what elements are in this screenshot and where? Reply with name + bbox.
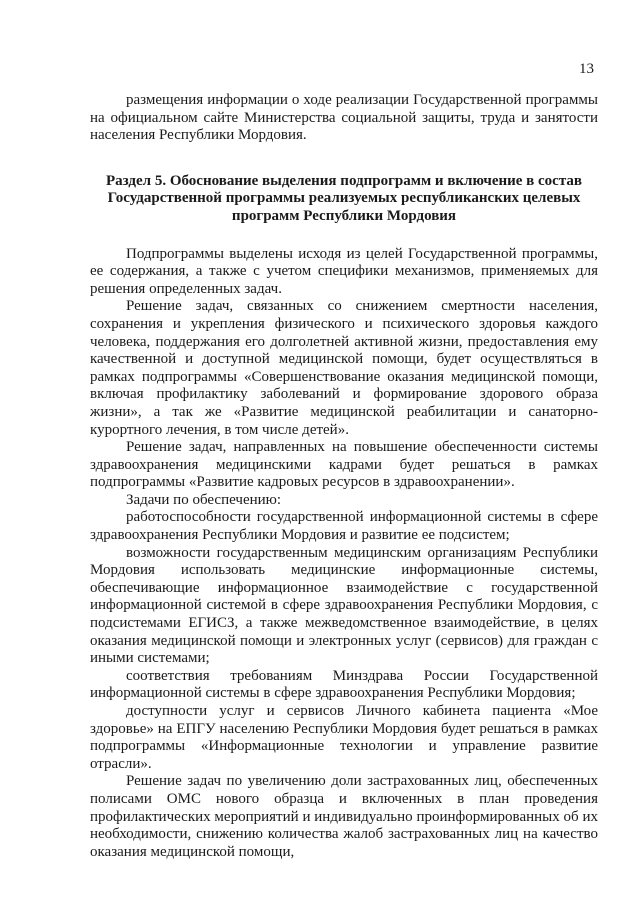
paragraph: Задачи по обеспечению:	[126, 491, 282, 508]
paragraph: Решение задач, связанных со снижением смертности населения, сохранения и укрепления физического и психического здоровья каждого человека, поддержания его долголетней активной жизни, предоставления ему качественной и доступной медицинской помощи, будет осуществляться в рамках подпрограммы «Совершенствование оказания медицинской помощи, включая профилактику заболеваний и формирование здорового образа жизни», а так же «Развитие медицинской реабилитации и санаторно-курортного лечения, в том числе детей».	[90, 298, 598, 438]
paragraph: Подпрограммы выделены исходя из целей Государственной программы, ее содержания, а также с учетом специфики механизмов, применяемых для решения определенных задач.	[90, 245, 598, 297]
paragraph: работоспособности государственной информационной системы в сфере здравоохранения Республики Мордовия и развитие ее подсистем;	[90, 509, 598, 544]
paragraph: Решение задач, направленных на повышение обеспеченности системы здравоохранения медицинскими кадрами будет решаться в рамках подпрограммы «Развитие кадровых ресурсов в здравоохранении».	[90, 439, 598, 491]
intro-paragraph: размещения информации о ходе реализации Государственной программы на официальном сайте Министерства социальной защиты, труда и занятости населения Республики Мордовия.	[90, 92, 598, 144]
page-number: 13	[579, 61, 594, 77]
paragraph: доступности услуг и сервисов Личного кабинета пациента «Мое здоровье» на ЕПГУ населению Республики Мордовия будет решаться в рамках подпрограммы «Информационные технологии и управление развитие отрасли».	[90, 703, 598, 772]
document-body	[90, 92, 598, 861]
paragraph: соответствия требованиям Минздрава России Государственной информационной системы в сфере здравоохранения Республики Мордовия;	[90, 667, 598, 702]
section-title: Раздел 5. Обоснование выделения подпрограмм и включение в состав Государственной программы реализуемых республиканских целевых программ Республики Мордовия	[106, 172, 582, 224]
paragraph: возможности государственным медицинским организациям Республики Мордовия использовать медицинские информационные системы, обеспечивающие информационное взаимодействие с государственной информационной системой в сфере здравоохранения Республики Мордовия, с подсистемами ЕГИСЗ, а также межведомственное взаимодействие, в целях оказания медицинской помощи и электронных услуг (сервисов) для граждан с иными системами;	[90, 544, 598, 667]
paragraph: Решение задач по увеличению доли застрахованных лиц, обеспеченных полисами ОМС нового образца и включенных в план проведения профилактических мероприятий и индивидуально проинформированных об их необходимости, снижению количества жалоб застрахованных лиц на качество оказания медицинской помощи,	[90, 773, 598, 860]
